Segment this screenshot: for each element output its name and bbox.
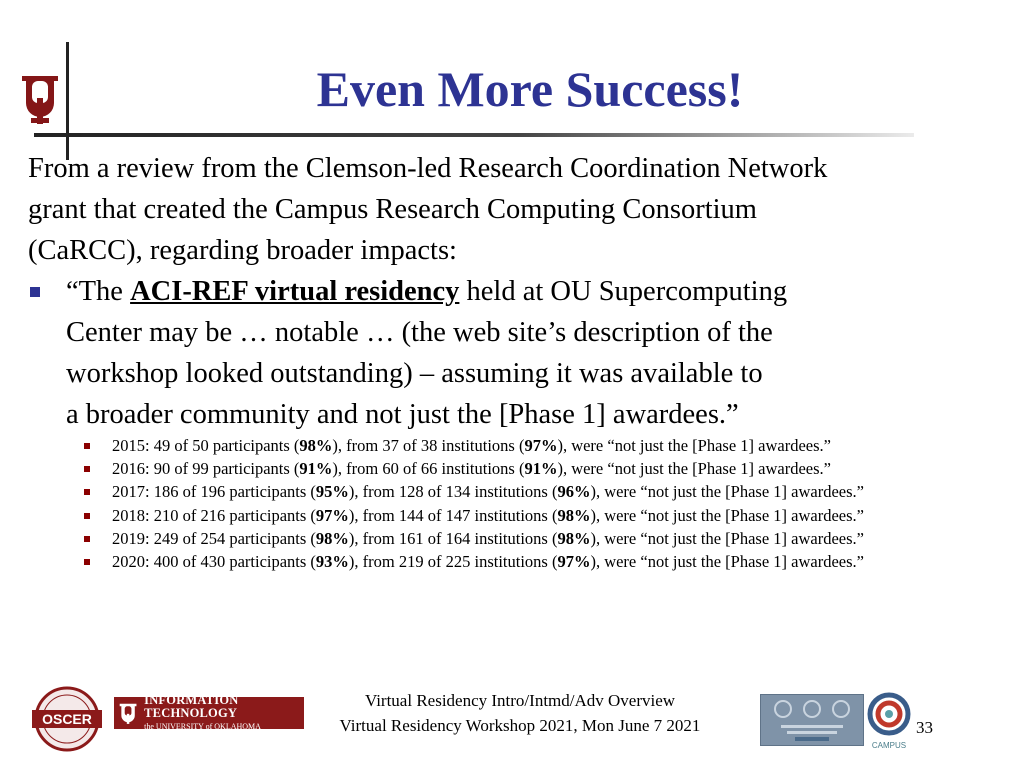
square-bullet-icon — [30, 287, 40, 297]
quote-prefix: “The — [66, 276, 131, 307]
square-bullet-icon — [84, 513, 90, 519]
campus-champions-logo — [866, 692, 912, 750]
square-bullet-icon — [84, 443, 90, 449]
institution-percent: 96% — [557, 482, 591, 502]
ou-mark-icon — [118, 699, 138, 727]
institution-percent: 91% — [524, 459, 558, 479]
participant-percent: 93% — [315, 552, 349, 572]
oscer-logo-icon — [24, 686, 110, 752]
intro-line: grant that created the Campus Research Computing Consortium — [28, 194, 757, 225]
stats-item: 2018: 210 of 216 participants (97%), from 144 of 147 institutions (98%), were “not just the [Phase 1] awardees.” — [76, 504, 1016, 527]
it-logo-subtitle: the UNIVERSITY of OKLAHOMA — [144, 721, 261, 731]
participant-percent: 98% — [299, 436, 333, 455]
square-bullet-icon — [84, 559, 90, 565]
stats-item: 2019: 249 of 254 participants (98%), from 161 of 164 institutions (98%), were “not just the [Phase 1] awardees.” — [76, 527, 1016, 550]
page-number: 33 — [916, 718, 933, 737]
header-horizontal-rule — [34, 133, 914, 137]
participation-stats-list — [76, 434, 1016, 573]
footer-line-2: Virtual Residency Workshop 2021, Mon June 7 2021 — [339, 716, 701, 735]
institution-percent: 98% — [557, 528, 591, 548]
quote-line: workshop looked outstanding) – assuming it was available to — [66, 358, 763, 389]
aci-ref-virtual-residency-link[interactable]: ACI-REF virtual residency — [130, 276, 460, 307]
it-logo-title: INFORMATION TECHNOLOGY — [144, 692, 239, 720]
quote-suffix: held at OU Supercomputing — [459, 276, 788, 307]
institution-percent: 97% — [524, 436, 558, 455]
stats-item: 2017: 186 of 196 participants (95%), from 128 of 134 institutions (96%), were “not just the [Phase 1] awardees.” — [76, 480, 1016, 503]
institution-percent: 98% — [557, 505, 591, 525]
participant-percent: 97% — [315, 505, 349, 525]
stats-item: 2015: 49 of 50 participants (98%), from 37 of 38 institutions (97%), were “not just the [Phase 1] awardees.” — [76, 434, 1016, 457]
aci-ref-logo-icon — [760, 694, 864, 746]
campus-logo-text: CAMPUS — [871, 741, 907, 750]
participant-percent: 91% — [299, 459, 333, 479]
square-bullet-icon — [84, 466, 90, 472]
information-technology-logo — [114, 692, 304, 731]
quote-line: Center may be … notable … (the web site’s description of the — [66, 317, 773, 348]
intro-line: From a review from the Clemson-led Research Coordination Network — [28, 153, 828, 184]
oscer-logo-text: OSCER — [42, 711, 92, 727]
participant-percent: 95% — [315, 482, 349, 502]
quote-line — [28, 271, 1018, 312]
square-bullet-icon — [84, 489, 90, 495]
quote-bullet — [28, 271, 1018, 435]
quote-line: a broader community and not just the [Phase 1] awardees.” — [66, 399, 739, 430]
square-bullet-icon — [84, 536, 90, 542]
stats-item: 2016: 90 of 99 participants (91%), from 60 of 66 institutions (91%), were “not just the [Phase 1] awardees.” — [76, 457, 1016, 480]
campus-champions-swirl-icon — [866, 692, 912, 736]
stats-item: 2020: 400 of 430 participants (93%), from 219 of 225 institutions (97%), were “not just the [Phase 1] awardees.” — [76, 550, 1016, 573]
slide-title: Even More Success! — [316, 61, 744, 117]
footer-line-1: Virtual Residency Intro/Intmd/Adv Overview — [364, 691, 676, 710]
participant-percent: 98% — [315, 528, 349, 548]
institution-percent: 97% — [557, 552, 591, 572]
intro-line: (CaRCC), regarding broader impacts: — [28, 235, 457, 266]
intro-text — [28, 148, 1008, 271]
footer-text — [300, 688, 740, 738]
